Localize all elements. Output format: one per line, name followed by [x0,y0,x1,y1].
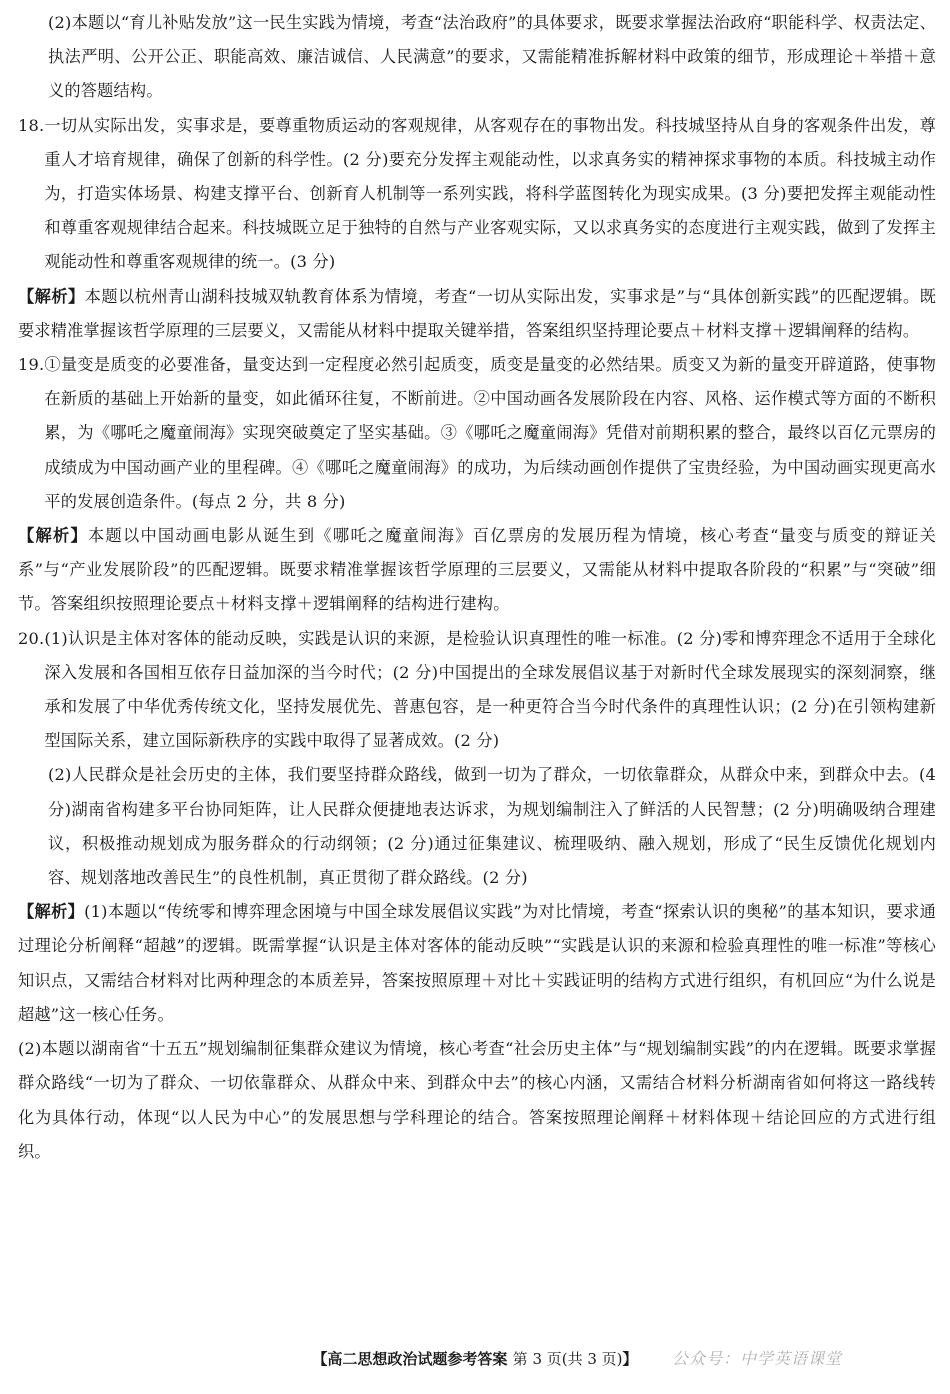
paragraph-text: ①量变是质变的必要准备，量变达到一定程度必然引起质变，质变是量变的必然结果。质变又为新的量变开辟道路，使事物在新质的基础上开始新的量变，如此循环往复，不断前进。②中国动画各发展阶段在内容、风格、运作模式等方面的不断积累，为《哪吒之魔童闹海》实现突破奠定了坚实基础。③《哪吒之魔童闹海》凭借对前期积累的整合，最终以百亿元票房的成绩成为中国动画产业的里程碑。④《哪吒之魔童闹海》的成功，为后续动画创作提供了宝贵经验，为中国动画实现更高水平的发展创造条件。(每点 2 分，共 8 分) [44,355,936,511]
q17-part2-analysis [18,6,936,109]
q19-answer [18,348,936,519]
answer-content [18,6,936,1169]
paragraph-text: 本题以中国动画电影从诞生到《哪吒之魔童闹海》百亿票房的发展历程为情境，核心考查“量变与质变的辩证关系”与“产业发展阶段”的匹配逻辑。既要求精准掌握该哲学原理的三层要义，又需能从材料中提取各阶段的“积累”与“突破”细节。答案组织按照理论要点＋材料支撑＋逻辑阐释的结构进行建构。 [18,526,936,614]
q20-part2-analysis [18,1032,936,1169]
footer-title: 【高二思想政治试题参考答案 [312,1350,508,1368]
q20-part1-analysis [18,895,936,1032]
footer-close: 】 [622,1350,638,1368]
question-number: 20. [18,628,45,648]
paragraph-text: (2)本题以湖南省“十五五”规划编制征集群众建议为情境，核心考查“社会历史主体”与“规划编制实践”的内在逻辑。既要求掌握群众路线“一切为了群众、一切依靠群众、从群众中来、到群众中去”的核心内涵，又需结合材料分析湖南省如何将这一路线转化为具体行动，体现“以人民为中心”的发展思想与学科理论的结合。答案按照理论阐释＋材料体现＋结论回应的方式进行组织。 [18,1039,936,1161]
q18-analysis [18,280,936,348]
paragraph-text: (2)人民群众是社会历史的主体，我们要坚持群众路线，做到一切为了群众，一切依靠群众，从群众中来，到群众中去。(4 分)湖南省构建多平台协同矩阵，让人民群众便捷地表达诉求，为规划编制注入了鲜活的人民智慧；(2 分)明确吸纳合理建议，积极推动规划成为服务群众的行动纲领；(2 分)通过征集建议、梳理吸纳、融入规划，形成了“民生反馈优化规划内容、规划落地改善民生”的良性机制，真正贯彻了群众路线。(2 分) [48,765,936,888]
analysis-label: 【解析】 [18,902,85,922]
q20-part2-answer [18,758,936,895]
paragraph-text: 本题以杭州青山湖科技城双轨教育体系为情境，考查“一切从实际出发，实事求是”与“具体创新实践”的匹配逻辑。既要求精准掌握该哲学原理的三层要义，又需能从材料中提取关键举措，答案组织坚持理论要点＋材料支撑＋逻辑阐释的结构。 [18,286,936,340]
analysis-label: 【解析】 [18,526,88,546]
paragraph-text: 一切从实际出发，实事求是，要尊重物质运动的客观规律，从客观存在的事物出发。科技城坚持从自身的客观条件出发，尊重人才培育规律，确保了创新的科学性。(2 分)要充分发挥主观能动性，以求真务实的精神探求事物的本质。科技城主动作为，打造实体场景、构建支撑平台、创新育人机制等一系列实践，将科学蓝图转化为现实成果。(3 分)要把发挥主观能动性和尊重客观规律结合起来。科技城既立足于独特的自然与产业客观实际，又以求真务实的态度进行主观实践，做到了发挥主观能动性和尊重客观规律的统一。(3 分) [44,115,936,272]
analysis-label: 【解析】 [18,286,85,306]
q19-analysis [18,519,936,622]
q18-answer [18,109,936,280]
watermark-text: 公众号：中学英语课堂 [672,1349,843,1368]
page-number: 第 3 页(共 3 页) [512,1350,623,1368]
q20-part1-answer [18,622,936,759]
paragraph-text: (1)本题以“传统零和博弈理念困境与中国全球发展倡议实践”为对比情境，考查“探索认识的奥秘”的基本知识，要求通过理论分析阐释“超越”的逻辑。既需掌握“认识是主体对客体的能动反映”“实践是认识的来源和检验真理性的唯一标准”等核心知识点，又需结合材料对比两种理念的本质差异，答案按照原理＋对比＋实践证明的结构方式进行组织，有机回应“为什么说是超越”这一核心任务。 [18,902,936,1024]
question-number: 19. [18,355,45,375]
paragraph-text: (2)本题以“育儿补贴发放”这一民生实践为情境，考查“法治政府”的具体要求，既要求掌握法治政府“职能科学、权责法定、执法严明、公开公正、职能高效、廉洁诚信、人民满意”的要求，又需能精准拆解材料中政策的细节，形成理论＋举措＋意义的答题结构。 [48,13,936,101]
paragraph-text: (1)认识是主体对客体的能动反映，实践是认识的来源，是检验认识真理性的唯一标准。(2 分)零和博弈理念不适用于全球化深入发展和各国相互依存日益加深的当今时代；(2 分)中国提出的全球发展倡议基于对新时代全球发展现实的深刻洞察，继承和发展了中华优秀传统文化，坚持发展优先、普惠包容，是一种更符合当今时代条件的真理性认识；(2 分)在引领构建新型国际关系，建立国际新秩序的实践中取得了显著成效。(2 分) [44,628,936,751]
question-number: 18. [18,115,45,135]
